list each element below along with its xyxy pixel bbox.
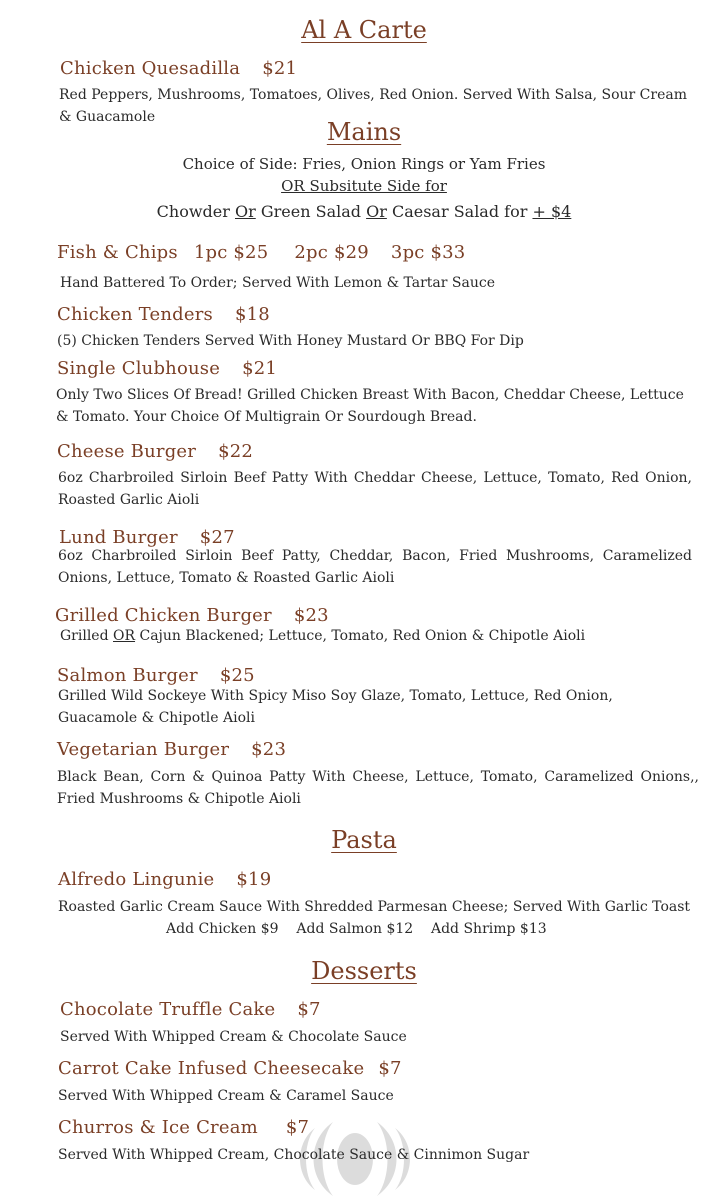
- option-chowder: Chowder: [156, 202, 230, 221]
- item-name: Fish & Chips: [57, 242, 178, 263]
- item-description: Served With Whipped Cream, Chocolate Sauce & Cinnimon Sugar: [58, 1147, 530, 1163]
- item-description: 6oz Charbroiled Sirloin Beef Patty With Cheddar Cheese, Lettuce, Tomato, Red Onion, Roasted Garlic Aioli: [58, 470, 692, 508]
- item-price-1pc: 1pc $25: [193, 242, 269, 263]
- item-name: Alfredo Lingunie: [58, 869, 215, 890]
- item-name: Salmon Burger: [57, 665, 198, 686]
- item-price: $21: [262, 58, 298, 79]
- item-price: $19: [236, 869, 272, 890]
- desc-part: Cajun Blackened; Lettuce, Tomato, Red Onion & Chipotle Aioli: [135, 628, 586, 644]
- menu-item-title: [58, 1117, 309, 1138]
- option-or: Or: [234, 202, 256, 221]
- item-addons: Add Chicken $9 Add Salmon $12 Add Shrimp $13: [166, 921, 547, 937]
- item-price: $7: [285, 1117, 310, 1138]
- item-description: Grilled Wild Sockeye With Spicy Miso Soy Glaze, Tomato, Lettuce, Red Onion, Guacamole & Chipotle Aioli: [58, 688, 613, 726]
- menu-item-title: [58, 869, 271, 890]
- item-price: $7: [297, 999, 321, 1020]
- option-green-salad: Green Salad: [260, 202, 361, 221]
- section-title-alacarte: Al A Carte: [301, 16, 427, 44]
- menu-item-title: [57, 441, 253, 462]
- item-price-3pc: 3pc $33: [390, 242, 466, 263]
- item-name: Grilled Chicken Burger: [55, 605, 272, 626]
- menu-item-title: [57, 358, 277, 379]
- item-price: $21: [242, 358, 278, 379]
- item-price: $18: [234, 304, 270, 325]
- menu-item-title: [60, 999, 321, 1020]
- item-name: Carrot Cake Infused Cheesecake: [58, 1058, 365, 1079]
- section-title-mains: Mains: [326, 118, 402, 146]
- option-or: Or: [366, 202, 387, 221]
- menu-item-title: [57, 304, 270, 325]
- item-price: $22: [218, 441, 254, 462]
- desc-or: OR: [113, 628, 136, 644]
- item-description: Black Bean, Corn & Quinoa Patty With Cheese, Lettuce, Tomato, Caramelized Onions,, Fried Mushrooms & Chipotle Aioli: [57, 769, 699, 807]
- item-description: Only Two Slices Of Bread! Grilled Chicken Breast With Bacon, Cheddar Cheese, Lettuce & Tomato. Your Choice Of Multigrain Or Sourdough Bread.: [56, 387, 684, 425]
- item-name: Lund Burger: [59, 527, 178, 548]
- item-name: Chicken Quesadilla: [60, 58, 241, 79]
- item-price: $23: [251, 739, 287, 760]
- item-description: Served With Whipped Cream & Chocolate Sauce: [60, 1029, 407, 1045]
- item-description: [60, 625, 690, 647]
- item-name: Single Clubhouse: [57, 358, 221, 379]
- option-extra-price: + $4: [532, 202, 572, 221]
- mains-side-choice: Choice of Side: Fries, Onion Rings or Yam Fries: [182, 155, 546, 173]
- menu-item-title: [55, 605, 329, 626]
- menu-item-title: [58, 1058, 402, 1079]
- mains-substitute: OR Subsitute Side for: [281, 177, 447, 195]
- menu-item-title: [57, 739, 286, 760]
- item-description: Hand Battered To Order; Served With Lemon & Tartar Sauce: [60, 275, 495, 291]
- item-price: $7: [378, 1058, 402, 1079]
- option-caesar-salad: Caesar Salad for: [391, 202, 528, 221]
- item-price: $27: [199, 527, 235, 548]
- item-name: Chocolate Truffle Cake: [60, 999, 276, 1020]
- item-name: Vegetarian Burger: [57, 739, 230, 760]
- item-price: $23: [293, 605, 329, 626]
- section-title-pasta: Pasta: [331, 826, 397, 854]
- item-description: Roasted Garlic Cream Sauce With Shredded Parmesan Cheese; Served With Garlic Toast: [58, 899, 691, 915]
- item-name: Churros & Ice Cream: [58, 1117, 258, 1138]
- item-description: Red Peppers, Mushrooms, Tomatoes, Olives, Red Onion. Served With Salsa, Sour Cream & Guacamole: [59, 87, 687, 125]
- mains-substitute-options: [0, 202, 728, 221]
- section-title-desserts: Desserts: [311, 957, 417, 985]
- item-name: Cheese Burger: [57, 441, 197, 462]
- desc-part: Grilled: [60, 628, 114, 644]
- item-description: (5) Chicken Tenders Served With Honey Mustard Or BBQ For Dip: [57, 333, 524, 349]
- item-name: Chicken Tenders: [57, 304, 213, 325]
- menu-item-title: [57, 242, 465, 263]
- item-price-2pc: 2pc $29: [294, 242, 369, 263]
- item-description: Served With Whipped Cream & Caramel Sauce: [58, 1088, 394, 1104]
- menu-item-title: [57, 665, 255, 686]
- item-price: $25: [219, 665, 255, 686]
- menu-item-title: [60, 58, 297, 79]
- item-description: 6oz Charbroiled Sirloin Beef Patty, Cheddar, Bacon, Fried Mushrooms, Caramelized Onions, Lettuce, Tomato & Roasted Garlic Aioli: [58, 548, 692, 586]
